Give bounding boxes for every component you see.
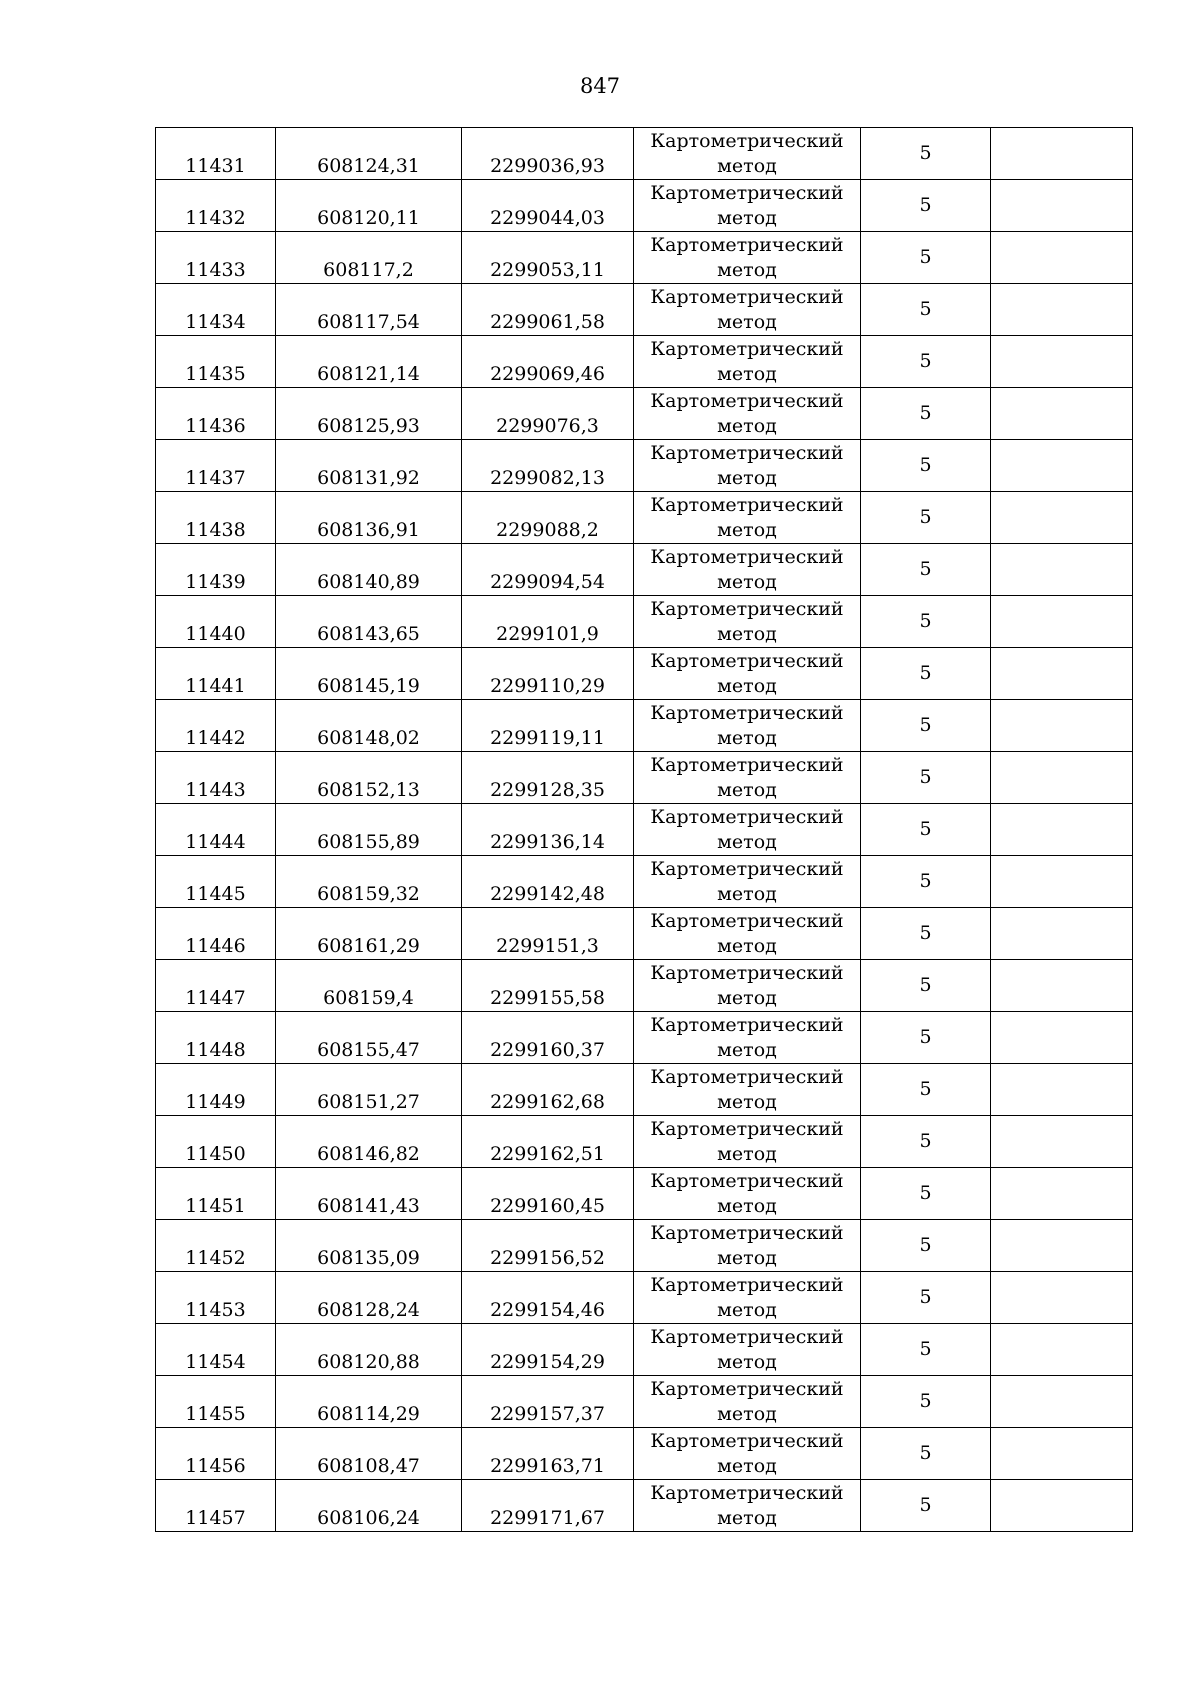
y-coordinate-cell: 2299044,03	[462, 180, 634, 232]
method-label: Картометрический метод	[650, 1221, 844, 1269]
method-cell	[634, 752, 861, 804]
method-label: Картометрический метод	[650, 597, 844, 645]
point-number-cell: 11442	[156, 700, 276, 752]
method-cell	[634, 128, 861, 180]
method-label: Картометрический метод	[650, 1481, 844, 1529]
note-cell	[991, 388, 1133, 440]
x-coordinate-cell: 608146,82	[276, 1116, 462, 1168]
note-cell	[991, 1324, 1133, 1376]
y-coordinate-cell: 2299076,3	[462, 388, 634, 440]
y-coordinate-cell: 2299162,51	[462, 1116, 634, 1168]
method-cell	[634, 804, 861, 856]
x-coordinate-cell: 608120,88	[276, 1324, 462, 1376]
x-coordinate-cell: 608155,47	[276, 1012, 462, 1064]
method-label: Картометрический метод	[650, 961, 844, 1009]
note-cell	[991, 544, 1133, 596]
accuracy-cell: 5	[861, 1272, 991, 1324]
y-coordinate-cell: 2299036,93	[462, 128, 634, 180]
table-row	[156, 1376, 1133, 1428]
accuracy-cell: 5	[861, 128, 991, 180]
note-cell	[991, 440, 1133, 492]
note-cell	[991, 336, 1133, 388]
table-row	[156, 1428, 1133, 1480]
y-coordinate-cell: 2299069,46	[462, 336, 634, 388]
x-coordinate-cell: 608159,4	[276, 960, 462, 1012]
table-row	[156, 1220, 1133, 1272]
method-cell	[634, 180, 861, 232]
note-cell	[991, 648, 1133, 700]
note-cell	[991, 1064, 1133, 1116]
x-coordinate-cell: 608106,24	[276, 1480, 462, 1532]
method-cell	[634, 440, 861, 492]
point-number-cell: 11438	[156, 492, 276, 544]
y-coordinate-cell: 2299142,48	[462, 856, 634, 908]
accuracy-cell: 5	[861, 1116, 991, 1168]
table-row	[156, 1272, 1133, 1324]
accuracy-cell: 5	[861, 960, 991, 1012]
point-number-cell: 11436	[156, 388, 276, 440]
point-number-cell: 11454	[156, 1324, 276, 1376]
note-cell	[991, 1116, 1133, 1168]
table-row	[156, 1324, 1133, 1376]
note-cell	[991, 1272, 1133, 1324]
point-number-cell: 11453	[156, 1272, 276, 1324]
x-coordinate-cell: 608120,11	[276, 180, 462, 232]
x-coordinate-cell: 608161,29	[276, 908, 462, 960]
table-row	[156, 752, 1133, 804]
method-cell	[634, 856, 861, 908]
method-label: Картометрический метод	[650, 545, 844, 593]
method-label: Картометрический метод	[650, 857, 844, 905]
point-number-cell: 11432	[156, 180, 276, 232]
accuracy-cell: 5	[861, 544, 991, 596]
method-label: Картометрический метод	[650, 909, 844, 957]
method-cell	[634, 336, 861, 388]
table-row	[156, 1012, 1133, 1064]
method-label: Картометрический метод	[650, 1169, 844, 1217]
method-cell	[634, 1376, 861, 1428]
point-number-cell: 11439	[156, 544, 276, 596]
x-coordinate-cell: 608131,92	[276, 440, 462, 492]
table-row	[156, 648, 1133, 700]
y-coordinate-cell: 2299101,9	[462, 596, 634, 648]
method-cell	[634, 1012, 861, 1064]
y-coordinate-cell: 2299082,13	[462, 440, 634, 492]
method-cell	[634, 284, 861, 336]
method-label: Картометрический метод	[650, 233, 844, 281]
point-number-cell: 11433	[156, 232, 276, 284]
coordinates-table	[155, 127, 1133, 1532]
point-number-cell: 11441	[156, 648, 276, 700]
point-number-cell: 11445	[156, 856, 276, 908]
note-cell	[991, 1220, 1133, 1272]
accuracy-cell: 5	[861, 648, 991, 700]
point-number-cell: 11446	[156, 908, 276, 960]
method-cell	[634, 700, 861, 752]
accuracy-cell: 5	[861, 908, 991, 960]
accuracy-cell: 5	[861, 1428, 991, 1480]
method-label: Картометрический метод	[650, 701, 844, 749]
method-label: Картометрический метод	[650, 285, 844, 333]
accuracy-cell: 5	[861, 1064, 991, 1116]
note-cell	[991, 1168, 1133, 1220]
accuracy-cell: 5	[861, 180, 991, 232]
table-row	[156, 128, 1133, 180]
method-label: Картометрический метод	[650, 1429, 844, 1477]
note-cell	[991, 492, 1133, 544]
point-number-cell: 11447	[156, 960, 276, 1012]
note-cell	[991, 752, 1133, 804]
method-label: Картометрический метод	[650, 389, 844, 437]
point-number-cell: 11450	[156, 1116, 276, 1168]
y-coordinate-cell: 2299155,58	[462, 960, 634, 1012]
table-row	[156, 1116, 1133, 1168]
note-cell	[991, 284, 1133, 336]
accuracy-cell: 5	[861, 1168, 991, 1220]
method-cell	[634, 1116, 861, 1168]
note-cell	[991, 700, 1133, 752]
page-number: 847	[579, 74, 621, 98]
method-label: Картометрический метод	[650, 649, 844, 697]
point-number-cell: 11455	[156, 1376, 276, 1428]
x-coordinate-cell: 608125,93	[276, 388, 462, 440]
accuracy-cell: 5	[861, 1012, 991, 1064]
y-coordinate-cell: 2299094,54	[462, 544, 634, 596]
note-cell	[991, 596, 1133, 648]
point-number-cell: 11448	[156, 1012, 276, 1064]
method-label: Картометрический метод	[650, 1377, 844, 1425]
method-cell	[634, 960, 861, 1012]
x-coordinate-cell: 608128,24	[276, 1272, 462, 1324]
table-row	[156, 596, 1133, 648]
point-number-cell: 11437	[156, 440, 276, 492]
y-coordinate-cell: 2299154,29	[462, 1324, 634, 1376]
y-coordinate-cell: 2299160,37	[462, 1012, 634, 1064]
method-cell	[634, 232, 861, 284]
point-number-cell: 11457	[156, 1480, 276, 1532]
point-number-cell: 11443	[156, 752, 276, 804]
x-coordinate-cell: 608151,27	[276, 1064, 462, 1116]
method-label: Картометрический метод	[650, 181, 844, 229]
point-number-cell: 11440	[156, 596, 276, 648]
y-coordinate-cell: 2299053,11	[462, 232, 634, 284]
table-body	[156, 128, 1133, 1532]
accuracy-cell: 5	[861, 336, 991, 388]
note-cell	[991, 856, 1133, 908]
y-coordinate-cell: 2299110,29	[462, 648, 634, 700]
y-coordinate-cell: 2299154,46	[462, 1272, 634, 1324]
x-coordinate-cell: 608114,29	[276, 1376, 462, 1428]
y-coordinate-cell: 2299162,68	[462, 1064, 634, 1116]
point-number-cell: 11435	[156, 336, 276, 388]
method-label: Картометрический метод	[650, 337, 844, 385]
x-coordinate-cell: 608145,19	[276, 648, 462, 700]
method-cell	[634, 492, 861, 544]
accuracy-cell: 5	[861, 1480, 991, 1532]
method-label: Картометрический метод	[650, 753, 844, 801]
accuracy-cell: 5	[861, 1376, 991, 1428]
y-coordinate-cell: 2299088,2	[462, 492, 634, 544]
method-cell	[634, 596, 861, 648]
accuracy-cell: 5	[861, 388, 991, 440]
table-row	[156, 544, 1133, 596]
accuracy-cell: 5	[861, 1324, 991, 1376]
y-coordinate-cell: 2299119,11	[462, 700, 634, 752]
method-label: Картометрический метод	[650, 1065, 844, 1113]
method-cell	[634, 1064, 861, 1116]
accuracy-cell: 5	[861, 700, 991, 752]
table-row	[156, 440, 1133, 492]
table-row	[156, 388, 1133, 440]
table-row	[156, 700, 1133, 752]
table-row	[156, 492, 1133, 544]
x-coordinate-cell: 608148,02	[276, 700, 462, 752]
table-row	[156, 284, 1133, 336]
method-cell	[634, 1168, 861, 1220]
point-number-cell: 11434	[156, 284, 276, 336]
method-label: Картометрический метод	[650, 1013, 844, 1061]
accuracy-cell: 5	[861, 232, 991, 284]
note-cell	[991, 180, 1133, 232]
x-coordinate-cell: 608155,89	[276, 804, 462, 856]
point-number-cell: 11456	[156, 1428, 276, 1480]
method-cell	[634, 388, 861, 440]
x-coordinate-cell: 608108,47	[276, 1428, 462, 1480]
x-coordinate-cell: 608121,14	[276, 336, 462, 388]
x-coordinate-cell: 608141,43	[276, 1168, 462, 1220]
method-cell	[634, 648, 861, 700]
note-cell	[991, 960, 1133, 1012]
y-coordinate-cell: 2299136,14	[462, 804, 634, 856]
note-cell	[991, 908, 1133, 960]
y-coordinate-cell: 2299151,3	[462, 908, 634, 960]
x-coordinate-cell: 608143,65	[276, 596, 462, 648]
method-label: Картометрический метод	[650, 493, 844, 541]
x-coordinate-cell: 608124,31	[276, 128, 462, 180]
table-row	[156, 804, 1133, 856]
x-coordinate-cell: 608117,54	[276, 284, 462, 336]
method-cell	[634, 544, 861, 596]
method-label: Картометрический метод	[650, 1117, 844, 1165]
x-coordinate-cell: 608136,91	[276, 492, 462, 544]
note-cell	[991, 1376, 1133, 1428]
note-cell	[991, 1428, 1133, 1480]
table-row	[156, 180, 1133, 232]
point-number-cell: 11451	[156, 1168, 276, 1220]
y-coordinate-cell: 2299128,35	[462, 752, 634, 804]
x-coordinate-cell: 608152,13	[276, 752, 462, 804]
y-coordinate-cell: 2299171,67	[462, 1480, 634, 1532]
y-coordinate-cell: 2299061,58	[462, 284, 634, 336]
y-coordinate-cell: 2299163,71	[462, 1428, 634, 1480]
x-coordinate-cell: 608135,09	[276, 1220, 462, 1272]
y-coordinate-cell: 2299157,37	[462, 1376, 634, 1428]
note-cell	[991, 1480, 1133, 1532]
point-number-cell: 11449	[156, 1064, 276, 1116]
method-label: Картометрический метод	[650, 1325, 844, 1373]
x-coordinate-cell: 608117,2	[276, 232, 462, 284]
method-label: Картометрический метод	[650, 441, 844, 489]
table-row	[156, 908, 1133, 960]
table-row	[156, 960, 1133, 1012]
x-coordinate-cell: 608159,32	[276, 856, 462, 908]
table-row	[156, 1168, 1133, 1220]
y-coordinate-cell: 2299160,45	[462, 1168, 634, 1220]
x-coordinate-cell: 608140,89	[276, 544, 462, 596]
y-coordinate-cell: 2299156,52	[462, 1220, 634, 1272]
accuracy-cell: 5	[861, 856, 991, 908]
method-cell	[634, 1220, 861, 1272]
note-cell	[991, 232, 1133, 284]
method-label: Картометрический метод	[650, 1273, 844, 1321]
method-cell	[634, 1428, 861, 1480]
point-number-cell: 11431	[156, 128, 276, 180]
method-cell	[634, 1480, 861, 1532]
note-cell	[991, 128, 1133, 180]
accuracy-cell: 5	[861, 492, 991, 544]
method-label: Картометрический метод	[650, 805, 844, 853]
accuracy-cell: 5	[861, 752, 991, 804]
table-row	[156, 232, 1133, 284]
table-row	[156, 1480, 1133, 1532]
table-row	[156, 1064, 1133, 1116]
note-cell	[991, 1012, 1133, 1064]
accuracy-cell: 5	[861, 440, 991, 492]
accuracy-cell: 5	[861, 1220, 991, 1272]
point-number-cell: 11444	[156, 804, 276, 856]
accuracy-cell: 5	[861, 804, 991, 856]
point-number-cell: 11452	[156, 1220, 276, 1272]
table-row	[156, 856, 1133, 908]
accuracy-cell: 5	[861, 596, 991, 648]
method-label: Картометрический метод	[650, 129, 844, 177]
method-cell	[634, 908, 861, 960]
method-cell	[634, 1324, 861, 1376]
note-cell	[991, 804, 1133, 856]
accuracy-cell: 5	[861, 284, 991, 336]
method-cell	[634, 1272, 861, 1324]
table-row	[156, 336, 1133, 388]
